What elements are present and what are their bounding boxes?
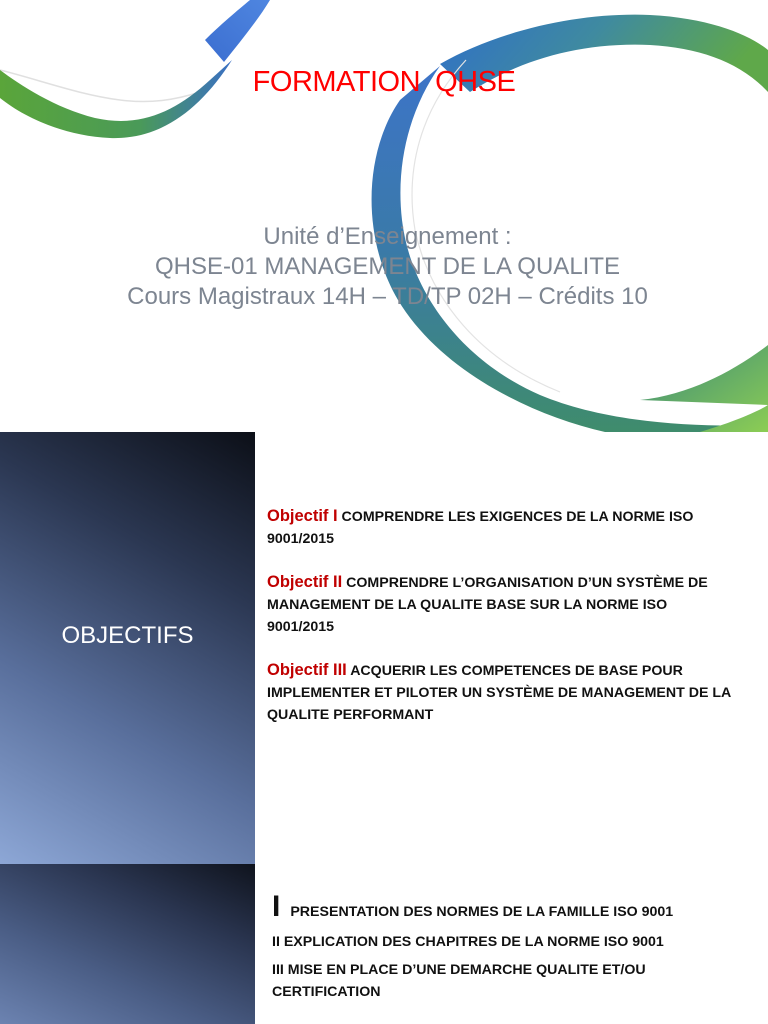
objective-text: ACQUERIR LES COMPETENCES DE BASE POUR IMPLEMENTER ET PILOTER UN SYSTÈME DE MANAGEMENT DE LA QUALITE PERFORMANT bbox=[267, 663, 731, 723]
course-info bbox=[0, 222, 768, 312]
objective-label: Objectif III bbox=[267, 661, 347, 679]
objective-item bbox=[267, 571, 737, 638]
section-panel bbox=[0, 864, 255, 1024]
objective-text: COMPRENDRE LES EXIGENCES DE LA NORME ISO 9001/2015 bbox=[267, 509, 694, 547]
outline-item bbox=[272, 890, 742, 923]
course-unit-line: Unité d’Enseignement : bbox=[263, 223, 512, 250]
outline-list bbox=[272, 890, 742, 1003]
title-slide bbox=[0, 0, 768, 432]
outline-text: PRESENTATION DES NORMES DE LA FAMILLE ISO 9001 bbox=[290, 904, 674, 920]
objective-label: Objectif II bbox=[267, 573, 343, 591]
decorative-swoosh-graphic bbox=[0, 0, 768, 432]
section-panel bbox=[0, 432, 255, 864]
objective-item bbox=[267, 659, 737, 726]
objective-text: COMPRENDRE L’ORGANISATION D’UN SYSTÈME DE MANAGEMENT DE LA QUALITE BASE SUR LA NORME ISO 9001/2015 bbox=[267, 575, 708, 635]
course-hours-line: Cours Magistraux 14H – TD/TP 02H – Crédits 10 bbox=[127, 283, 648, 310]
objectives-list bbox=[267, 505, 737, 747]
objectives-slide bbox=[0, 432, 768, 864]
outline-item: II EXPLICATION DES CHAPITRES DE LA NORME ISO 9001 bbox=[272, 934, 664, 950]
objective-label: Objectif I bbox=[267, 507, 338, 525]
course-name-line: QHSE-01 MANAGEMENT DE LA QUALITE bbox=[154, 253, 620, 280]
outline-item: III MISE EN PLACE D’UNE DEMARCHE QUALITE ET/OU CERTIFICATION bbox=[272, 962, 646, 1000]
slide-title: FORMATION QHSE bbox=[252, 66, 516, 98]
section-title: OBJECTIFS bbox=[61, 622, 194, 649]
outline-slide bbox=[0, 864, 768, 1024]
objective-item bbox=[267, 505, 737, 550]
outline-numeral: I bbox=[272, 890, 281, 923]
